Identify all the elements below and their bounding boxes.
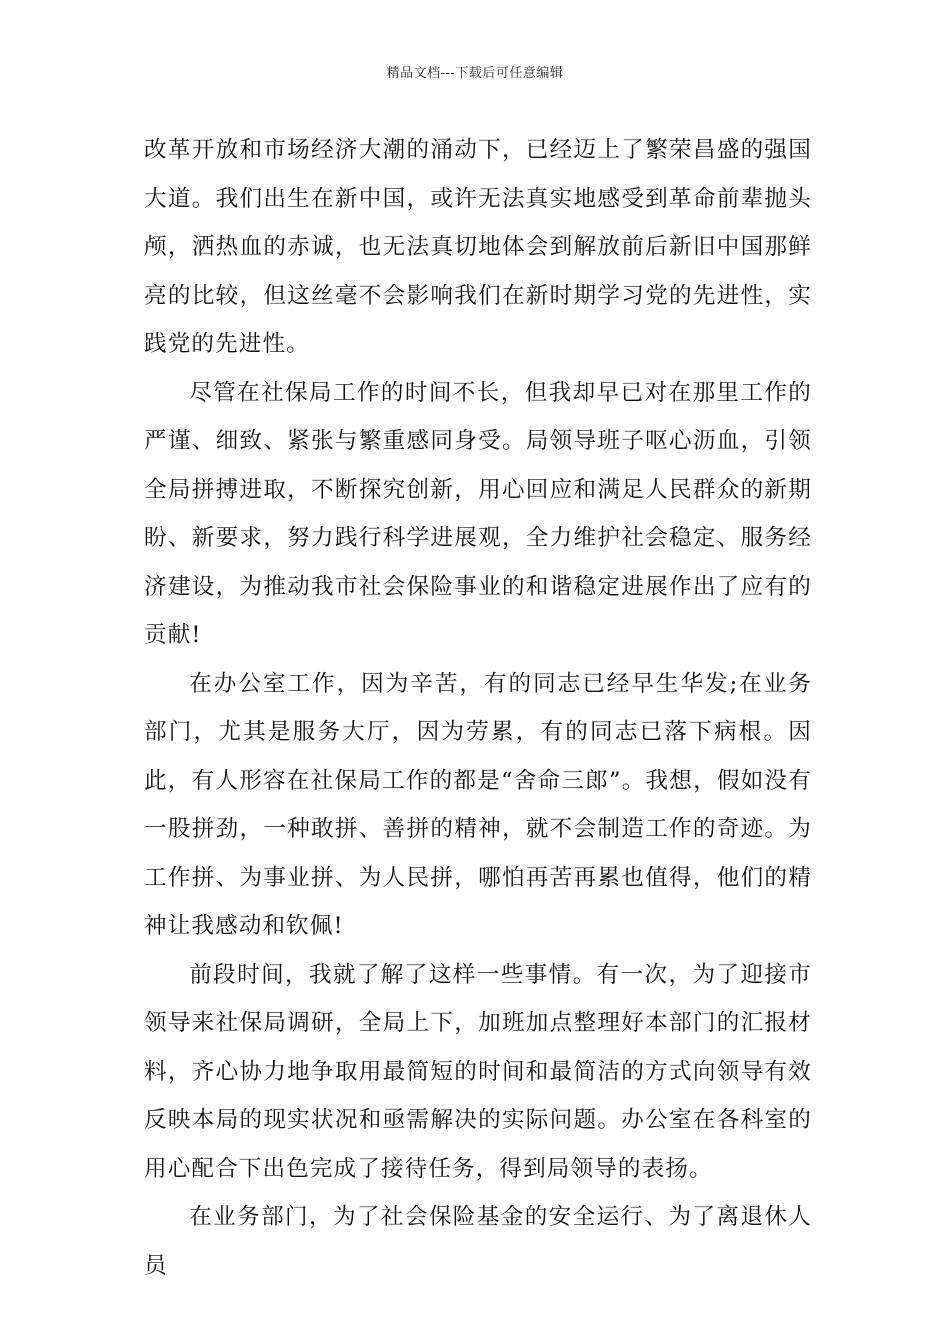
paragraph: 尽管在社保局工作的时间不长，但我却早已对在那里工作的严谨、细致、紧张与繁重感同身受。局领导班子呕心沥血，引领全局拼搏进取，不断探究创新，用心回应和满足人民群众的新期盼、新要求，努力践行科学进展观，全力维护社会稳定、服务经济建设，为推动我市社会保险事业的和谐稳定进展作出了应有的贡献! [144,379,812,648]
document-body [144,126,812,1290]
paragraph: 在业务部门，为了社会保险基金的安全运行、为了离退休人员 [144,1204,812,1279]
paragraph: 前段时间，我就了解了这样一些事情。有一次，为了迎接市领导来社保局调研，全局上下，加班加点整理好本部门的汇报材料，齐心协力地争取用最简短的时间和最简洁的方式向领导有效反映本局的现实状况和亟需解决的实际问题。办公室在各科室的用心配合下出色完成了接待任务，得到局领导的表扬。 [144,961,812,1182]
paragraph-continued: 改革开放和市场经济大潮的涌动下，已经迈上了繁荣昌盛的强国大道。我们出生在新中国，或许无法真实地感受到革命前辈抛头颅，洒热血的赤诚，也无法真切地体会到解放前后新旧中国那鲜亮的比较，但这丝毫不会影响我们在新时期学习党的先进性，实践党的先进性。 [144,137,812,357]
page-header: 精品文档---下载后可任意编辑 [386,66,564,81]
paragraph: 在办公室工作，因为辛苦，有的同志已经早生华发;在业务部门，尤其是服务大厅，因为劳累，有的同志已落下病根。因此，有人形容在社保局工作的都是“舍命三郎”。我想，假如没有一股拼劲，一种敢拼、善拼的精神，就不会制造工作的奇迹。为工作拼、为事业拼、为人民拼，哪怕再苦再累也值得，他们的精神让我感动和钦佩! [144,670,812,939]
